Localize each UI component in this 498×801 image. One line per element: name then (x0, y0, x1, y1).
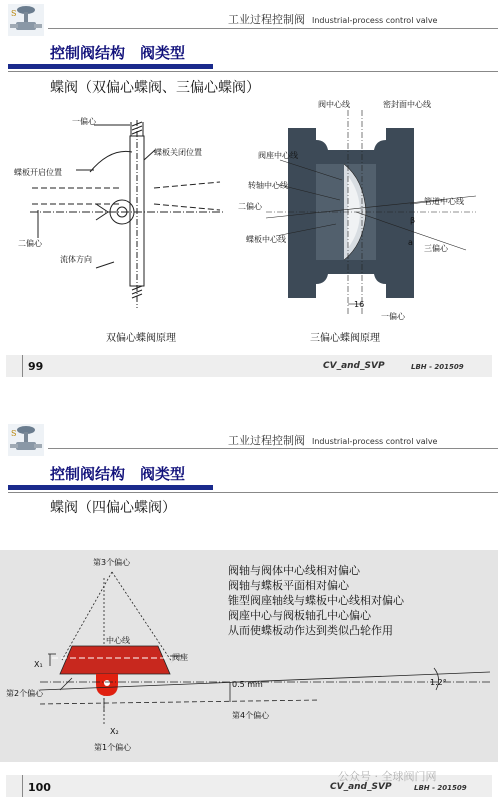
title-underline (8, 71, 498, 72)
label-eccentric3: 三偏心 (424, 244, 448, 253)
label-dim-16: 16 (354, 300, 365, 309)
caption-double-eccentric: 双偏心蝶阀原理 (106, 333, 176, 344)
section-title: 控制阀结构 阀类型 (50, 44, 186, 62)
label-pipe-center: 管道中心线 (424, 197, 464, 206)
label-seat-center: 阀座中心线 (258, 151, 298, 160)
label-fourth-eccentric: 第4个偏心 (232, 711, 270, 720)
double-eccentric-diagram (10, 108, 230, 320)
title-bar (8, 64, 213, 69)
description-line-5: 从而使蝶板动作达到类似凸轮作用 (228, 624, 393, 637)
page-number: 100 (28, 781, 51, 794)
label-second-eccentric: 第2个偏心 (6, 689, 44, 698)
watermark: 公众号 · 全球阀门网 (338, 770, 437, 783)
valve-logo-icon (6, 422, 46, 458)
footer-cv: CV_and_SVP (330, 782, 392, 792)
footer-cv: CV_and_SVP (323, 361, 385, 371)
label-shaft-center: 转轴中心线 (248, 181, 288, 190)
label-eccentric2-left: 二偏心 (18, 239, 42, 248)
description-line-2: 阀轴与蝶板平面相对偏心 (228, 579, 349, 592)
label-disc-center: 蝶板中心线 (246, 235, 286, 244)
label-eccentric1-right: 一偏心 (381, 312, 405, 321)
label-x2: X₂ (110, 727, 119, 736)
page-number: 99 (28, 360, 44, 373)
label-seal-center: 密封面中心线 (383, 100, 431, 109)
label-seat: 阀座 (172, 653, 188, 662)
footer-divider (22, 775, 23, 797)
description-line-1: 阀轴与阀体中心线相对偏心 (228, 564, 360, 577)
slide-99 (0, 0, 498, 380)
valve-logo-icon (6, 2, 46, 38)
header-line (48, 448, 498, 449)
footer-divider (22, 355, 23, 377)
label-closed-position: 蝶板关闭位置 (154, 148, 202, 157)
label-third-eccentric: 第3个偏心 (93, 558, 131, 567)
label-eccentric2-right: 二偏心 (238, 202, 262, 211)
title-bar (8, 485, 213, 490)
label-angle: 1.2° (430, 678, 447, 687)
label-valve-center: 阀中心线 (318, 100, 350, 109)
label-center-line: 中心线 (106, 636, 130, 645)
label-flow-direction: 流体方向 (60, 255, 92, 264)
slide-subtitle: 蝶阀（双偏心蝶阀、三偏心蝶阀） (50, 80, 260, 96)
header-line (48, 28, 498, 29)
footer-lbh: LBH - 201509 (414, 784, 467, 792)
triple-eccentric-diagram (236, 100, 498, 322)
description-line-4: 阀座中心与阀板轴孔中心偏心 (228, 609, 371, 622)
label-a: a (408, 238, 413, 247)
svg-text:S: S (11, 9, 17, 18)
header-title: 工业过程控制阀 Industrial-process control valve (228, 13, 438, 26)
description-line-3: 锥型阀座轴线与蝶板中心线相对偏心 (228, 594, 404, 607)
slide-subtitle: 蝶阀（四偏心蝶阀） (50, 500, 176, 516)
title-underline (8, 492, 498, 493)
slide-100 (0, 420, 498, 801)
label-eccentric1-left: 一偏心 (72, 117, 96, 126)
label-first-eccentric: 第1个偏心 (94, 743, 132, 752)
header-title: 工业过程控制阀 Industrial-process control valve (228, 434, 438, 447)
label-beta: β (410, 216, 416, 225)
section-title: 控制阀结构 阀类型 (50, 465, 186, 483)
label-x1: X₁ (34, 660, 43, 669)
label-open-position: 蝶板开启位置 (14, 168, 62, 177)
svg-text:S: S (11, 429, 17, 438)
footer-lbh: LBH - 201509 (411, 363, 464, 371)
label-dim-05mm: 0.5 mm (232, 680, 263, 689)
caption-triple-eccentric: 三偏心蝶阀原理 (310, 333, 380, 344)
